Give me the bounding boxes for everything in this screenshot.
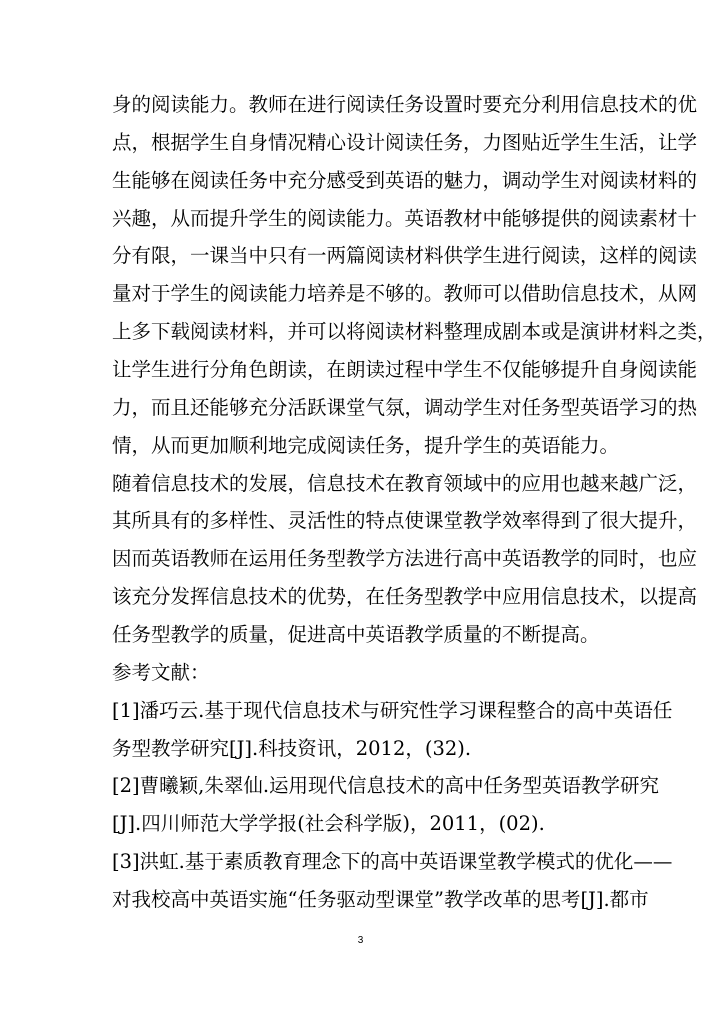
body-text-line: 身的阅读能力。教师在进行阅读任务设置时要充分利用信息技术的优 bbox=[112, 93, 698, 116]
reference-line: [3]洪虹.基于素质教育理念下的高中英语课堂教学模式的优化—— bbox=[112, 850, 673, 873]
page-number: 3 bbox=[357, 935, 364, 946]
body-text-line: 上多下载阅读材料，并可以将阅读材料整理成剧本或是演讲材料之类， bbox=[112, 320, 717, 343]
references-heading: 参考文献： bbox=[112, 661, 210, 684]
body-text-line: 因而英语教师在运用任务型教学方法进行高中英语教学的同时，也应 bbox=[112, 547, 698, 570]
body-text-line: 情，从而更加顺利地完成阅读任务，提升学生的英语能力。 bbox=[112, 434, 620, 457]
body-text-line: 任务型教学的质量，促进高中英语教学质量的不断提高。 bbox=[112, 623, 600, 646]
body-text-line: 让学生进行分角色朗读，在朗读过程中学生不仅能够提升自身阅读能 bbox=[112, 358, 698, 381]
body-text-line: 其所具有的多样性、灵活性的特点使课堂教学效率得到了很大提升， bbox=[112, 509, 698, 532]
body-text-line: 力，而且还能够充分活跃课堂气氛，调动学生对任务型英语学习的热 bbox=[112, 396, 698, 419]
body-text-line: 生能够在阅读任务中充分感受到英语的魅力，调动学生对阅读材料的 bbox=[112, 169, 698, 192]
body-text-line: 分有限，一课当中只有一两篇阅读材料供学生进行阅读，这样的阅读 bbox=[112, 244, 698, 267]
reference-line: 务型教学研究[J].科技资讯，2012，(32). bbox=[112, 737, 472, 760]
reference-line: [2]曹曦颖,朱翠仙.运用现代信息技术的高中任务型英语教学研究 bbox=[112, 774, 660, 797]
body-text-line: 随着信息技术的发展，信息技术在教育领域中的应用也越来越广泛， bbox=[112, 472, 698, 495]
body-text-line: 兴趣，从而提升学生的阅读能力。英语教材中能够提供的阅读素材十 bbox=[112, 207, 698, 230]
body-text-line: 点，根据学生自身情况精心设计阅读任务，力图贴近学生生活，让学 bbox=[112, 131, 698, 154]
reference-line: [J].四川师范大学学报(社会科学版)，2011，(02). bbox=[112, 812, 545, 835]
body-text-line: 该充分发挥信息技术的优势，在任务型教学中应用信息技术，以提高 bbox=[112, 585, 698, 608]
reference-line: [1]潘巧云.基于现代信息技术与研究性学习课程整合的高中英语任 bbox=[112, 699, 673, 722]
reference-line: 对我校高中英语实施“任务驱动型课堂”教学改革的思考[J].都市 bbox=[112, 888, 649, 911]
body-text-line: 量对于学生的阅读能力培养是不够的。教师可以借助信息技术，从网 bbox=[112, 282, 698, 305]
